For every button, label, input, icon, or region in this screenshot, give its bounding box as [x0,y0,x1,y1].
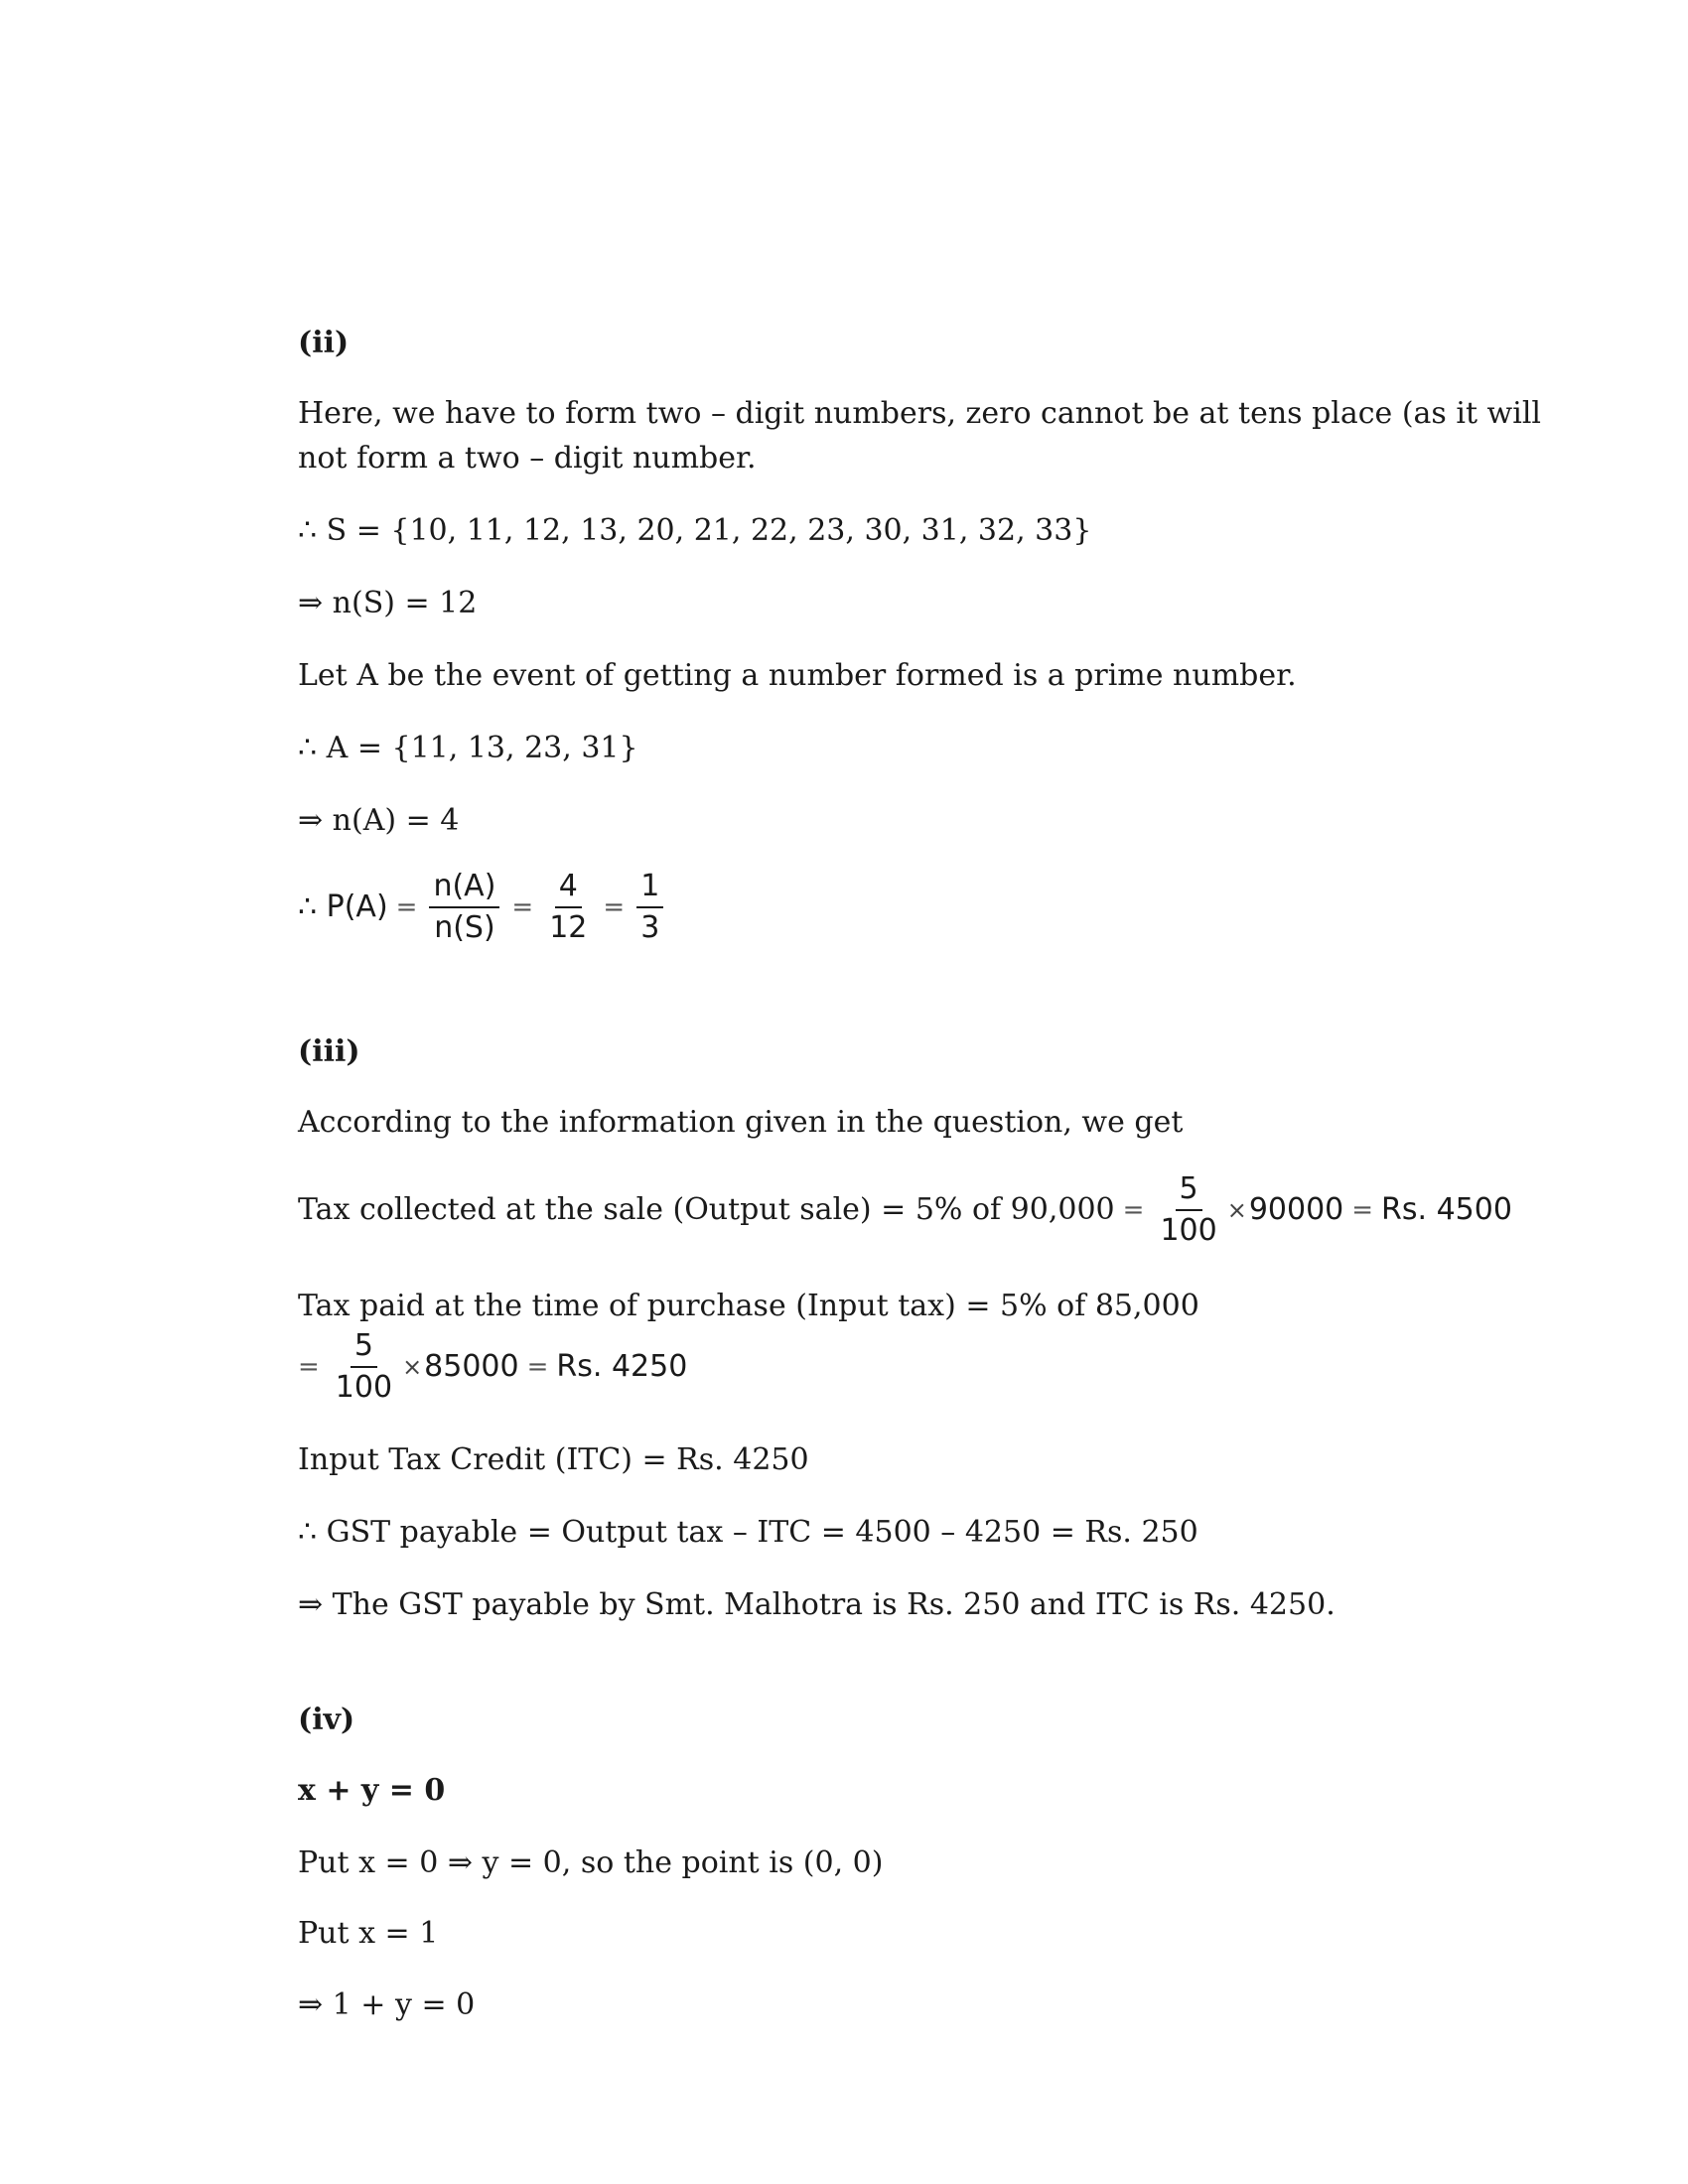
numerator: 5 [351,1328,377,1368]
paragraph-line: According to the information given in the question, we get [298,1105,1184,1140]
step-line: Put x = 0 ⇒ y = 0, so the point is (0, 0) [298,1845,884,1880]
event-definition: Let A be the event of getting a number formed is a prime number. [298,658,1297,693]
input-tax-label: Tax paid at the time of purchase (Input tax) = 5% of 85,000 [298,1289,1199,1323]
equation-title: x + y = 0 [298,1773,446,1808]
denominator: 3 [640,910,660,945]
paragraph-line: not form a two – digit number. [298,441,757,476]
probability-formula [298,869,667,946]
event-set: ∴ A = {11, 13, 23, 31} [298,731,638,765]
denominator: 12 [549,910,588,945]
fraction [636,869,663,946]
equals-sign: = [1122,1195,1145,1225]
input-tax-calc [298,1328,687,1406]
numerator: n(A) [429,869,499,908]
result-amount: Rs. 4250 [556,1349,688,1384]
step-line: ⇒ 1 + y = 0 [298,1987,476,2022]
numerator: 5 [1176,1171,1202,1211]
fraction [332,1328,396,1406]
denominator: 100 [1160,1213,1217,1248]
amount: 85000 [424,1349,519,1384]
equals-sign: = [395,892,418,922]
denominator: 100 [335,1370,393,1405]
step-line: Put x = 1 [298,1916,439,1951]
paragraph-line: Here, we have to form two – digit numbers, zero cannot be at tens place (as it will [298,396,1542,431]
numerator: 1 [636,869,663,908]
equals-sign: = [526,1352,549,1382]
section-heading-ii: (ii) [298,326,350,360]
conclusion-line: ⇒ The GST payable by Smt. Malhotra is Rs. 250 and ITC is Rs. 4250. [298,1587,1336,1622]
equals-sign: = [603,892,626,922]
itc-line: Input Tax Credit (ITC) = Rs. 4250 [298,1442,809,1477]
numerator: 4 [555,869,582,908]
count-ns: ⇒ n(S) = 12 [298,586,478,620]
output-tax-line [298,1171,1512,1249]
times-sign: × [402,1353,423,1381]
equals-sign: = [1351,1195,1374,1225]
section-heading-iv: (iv) [298,1703,355,1737]
fraction [1156,1171,1220,1249]
output-tax-label: Tax collected at the sale (Output sale) = 5% of 90,000 [298,1192,1115,1227]
section-heading-iii: (iii) [298,1034,360,1069]
equals-sign: = [298,1352,320,1382]
gst-payable-line: ∴ GST payable = Output tax – ITC = 4500 – 4250 = Rs. 250 [298,1515,1198,1550]
fraction [545,869,591,946]
amount: 90000 [1248,1192,1344,1227]
equals-sign: = [511,892,534,922]
result-amount: Rs. 4500 [1381,1192,1512,1227]
count-na: ⇒ n(A) = 4 [298,803,460,838]
sample-space: ∴ S = {10, 11, 12, 13, 20, 21, 22, 23, 30, 31, 32, 33} [298,513,1092,548]
probability-label: ∴ P(A) [298,889,388,924]
denominator: n(S) [434,910,495,945]
times-sign: × [1226,1196,1247,1224]
fraction [429,869,499,946]
